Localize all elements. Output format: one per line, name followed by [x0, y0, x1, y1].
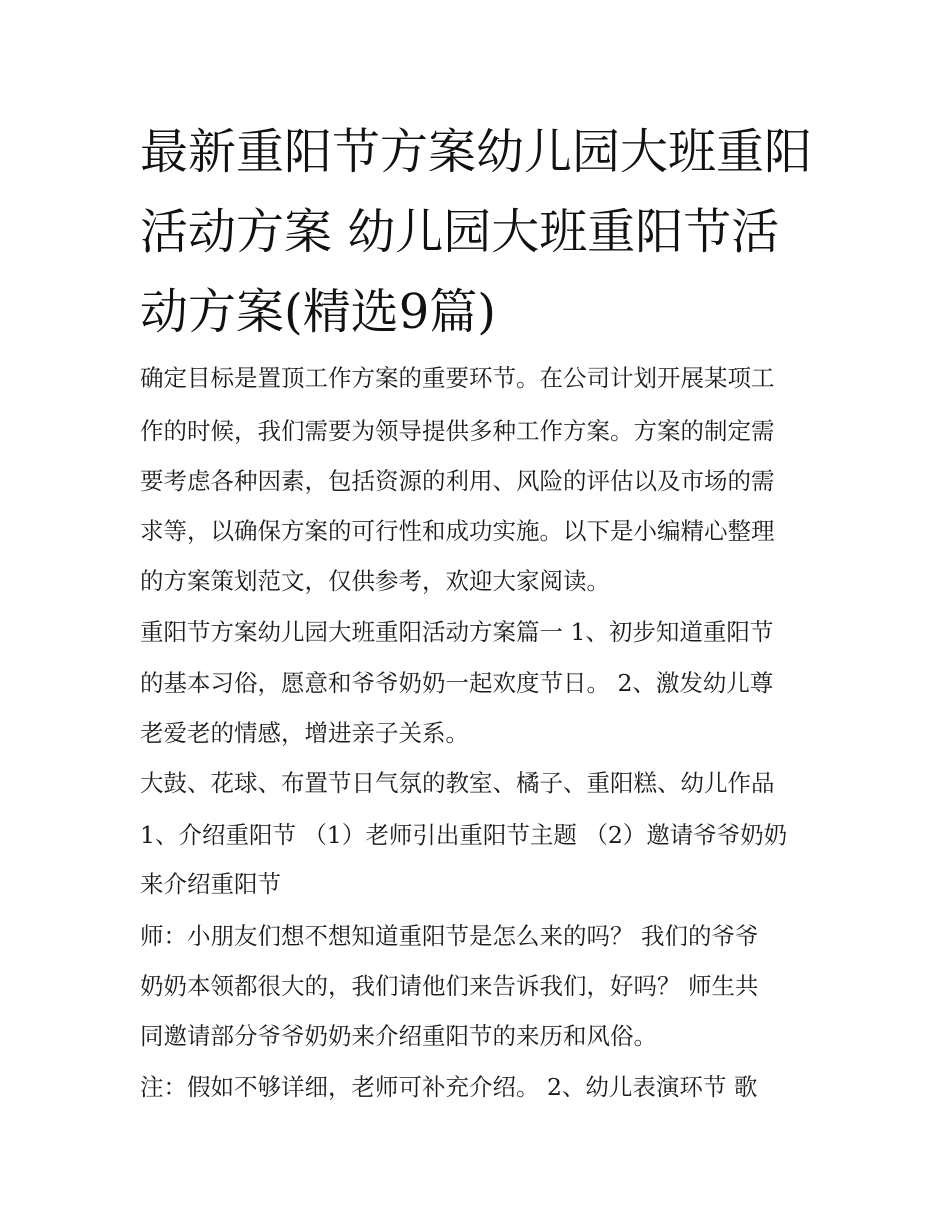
body-line: 要考虑各种因素，包括资源的利用、风险的评估以及市场的需: [140, 467, 775, 495]
body-line: 大鼓、花球、布置节日气氛的教室、橘子、重阳糕、幼儿作品: [140, 769, 775, 797]
body-line: 老爱老的情感，增进亲子关系。: [140, 719, 469, 747]
body-line: 1、介绍重阳节 （1）老师引出重阳节主题 （2）邀请爷爷奶奶: [140, 821, 788, 849]
body-line: 的方案策划范文，仅供参考，欢迎大家阅读。: [140, 567, 610, 595]
body-line: 求等，以确保方案的可行性和成功实施。以下是小编精心整理: [140, 517, 775, 545]
body-line: 重阳节方案幼儿园大班重阳活动方案篇一 1、初步知道重阳节: [140, 618, 774, 646]
body-line: 确定目标是置顶工作方案的重要环节。在公司计划开展某项工: [140, 364, 775, 392]
body-line: 同邀请部分爷爷奶奶来介绍重阳节的来历和风俗。: [140, 1022, 657, 1050]
body-line: 的基本习俗，愿意和爷爷奶奶一起欢度节日。 2、激发幼儿尊: [140, 669, 774, 697]
body-line: 注：假如不够详细，老师可补充介绍。 2、幼儿表演环节 歌: [140, 1073, 758, 1101]
document-title: 最新重阳节方案幼儿园大班重阳活动方案 幼儿园大班重阳节活动方案(精选9篇): [140, 124, 813, 340]
body-line: 作的时候，我们需要为领导提供多种工作方案。方案的制定需: [140, 417, 775, 445]
body-line: 来介绍重阳节: [140, 870, 281, 898]
body-line: 奶奶本领都很大的，我们请他们来告诉我们，好吗？ 师生共: [140, 972, 759, 1000]
body-line: 师：小朋友们想不想知道重阳节是怎么来的吗？ 我们的爷爷: [140, 922, 759, 950]
